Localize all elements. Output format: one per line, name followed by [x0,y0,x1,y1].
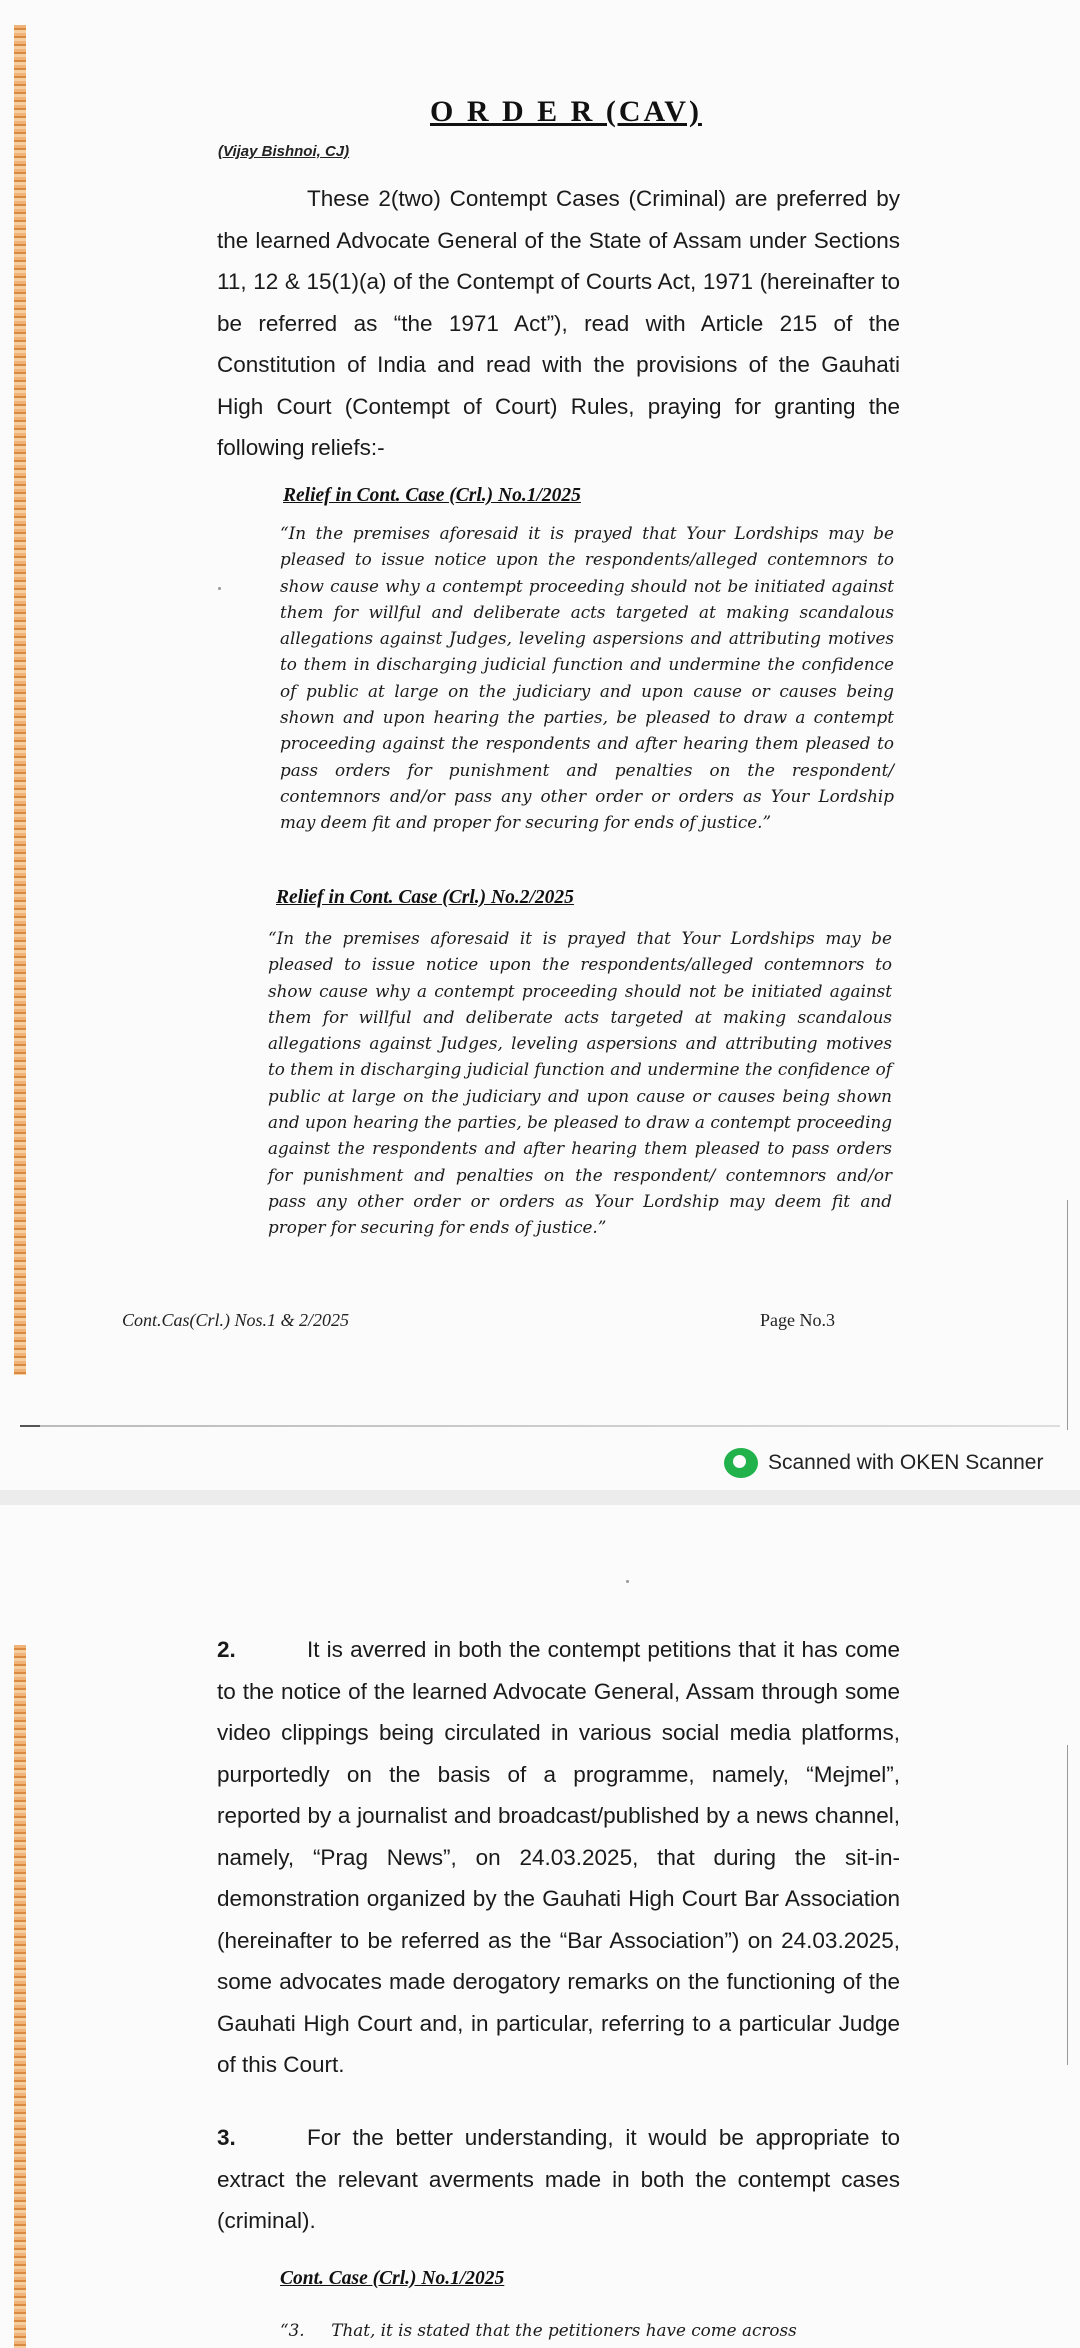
page-edge-line [1067,1745,1068,2065]
scan-speck [218,587,221,590]
relief-1-text: “In the premises aforesaid it is prayed that Your Lordships may be pleased to issue notice upon the respondents/alleged contemnors to show cause why a contempt proceeding should not be initiated against them for willful and deliberate acts targeted at making scandalous allegations against Judges, leveling aspersions and attributing motives to them in discharging judicial function and undermine the confidence of public at large on the judiciary and upon cause or causes being shown and upon hearing the parties, be pleased to draw a contempt proceeding against the respondents and after hearing them pleased to pass orders for punishment and penalties on the respondent/ contemnors and/or pass any other order or orders as Your Lordship may deem fit and proper for securing for ends of justice.” [280,523,894,833]
paragraph-2-text: It is averred in both the contempt petitions that it has come to the notice of the learned Advocate General, Assam through some video clippings being circulated in various social media platforms, purportedly on the basis of a programme, namely, “Mejmel”, reported by a journalist and broadcast/published by a news channel, namely, “Prag News”, on 24.03.2025, that during the sit-in-demonstration organized by the Gauhati High Court Bar Association (hereinafter to be referred as the “Bar Association”) on 24.03.2025, some advocates made derogatory remarks on the functioning of the Gauhati High Court and, in particular, referring to a particular Judge of this Court. [217,1637,900,2077]
paragraph-2-number: 2. [217,1637,236,1662]
paragraph-3-number: 3. [217,2125,236,2150]
page-edge-line [1067,1200,1068,1430]
scanner-watermark [724,1448,1043,1478]
opening-paragraph: These 2(two) Contempt Cases (Criminal) are preferred by the learned Advocate General of the State of Assam under Sections 11, 12 & 15(1)(a) of the Contempt of Courts Act, 1971 (hereinafter to be referred as “the 1971 Act”), read with Article 215 of the Constitution of India and read with the provisions of the Gauhati High Court (Contempt of Court) Rules, praying for granting the following reliefs:- [217,186,900,460]
paragraph-2 [217,1629,900,2086]
relief-2-heading: Relief in Cont. Case (Crl.) No.2/2025 [276,887,574,908]
footer-case-number: Cont.Cas(Crl.) Nos.1 & 2/2025 [122,1310,350,1330]
quoted-averment: “3. That, it is stated that the petitioners have come across [280,2320,797,2340]
oken-logo-icon [724,1448,758,1478]
paragraph-3-text: For the better understanding, it would be appropriate to extract the relevant averments made in both the contempt cases (criminal). [217,2125,900,2233]
scan-speck [626,1580,629,1583]
scanner-label: Scanned with OKEN Scanner [768,1451,1044,1474]
footer-page-number: Page No.3 [760,1310,835,1330]
order-title: O R D E R (CAV) [430,95,702,128]
binding-edge [14,1645,26,2348]
judge-name: (Vijay Bishnoi, CJ) [218,143,350,160]
case-1-heading: Cont. Case (Crl.) No.1/2025 [280,2268,505,2289]
binding-edge [14,25,26,1375]
document-page-2 [0,1505,1080,2348]
relief-2-text: “In the premises aforesaid it is prayed that Your Lordships may be pleased to issue notice upon the respondents/alleged contemnors to show cause why a contempt proceeding should not be initiated against them for willful and deliberate acts targeted at making scandalous allegations against Judges, leveling aspersions and attributing motives to them in discharging judicial function and undermine the confidence of public at large on the judiciary and upon cause or causes being shown and upon hearing the parties, be pleased to draw a contempt proceeding against the respondents and after hearing them pleased to pass orders for punishment and penalties on the respondent/ contemnors and/or pass any other order or orders as Your Lordship may deem fit and proper for securing for ends of justice.” [268,928,892,1238]
scan-border-line [20,1425,1060,1427]
paragraph-3 [217,2117,900,2242]
relief-1-heading: Relief in Cont. Case (Crl.) No.1/2025 [283,485,581,506]
